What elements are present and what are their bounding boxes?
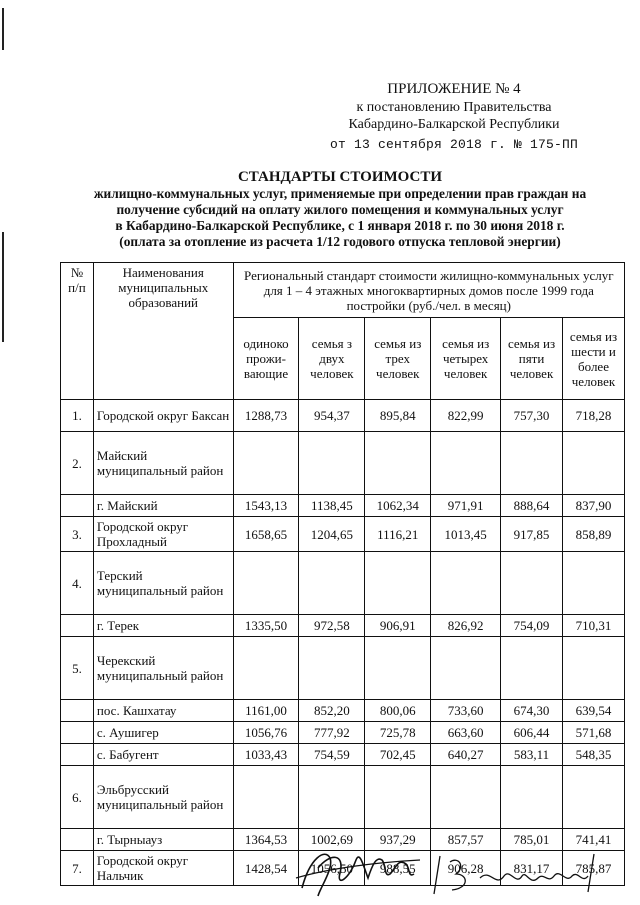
cost-value: 1002,69: [299, 829, 365, 851]
cost-value: 971,91: [431, 495, 501, 517]
cost-value: 1056,76: [233, 722, 299, 744]
row-number: [61, 700, 94, 722]
municipality-name: г. Майский: [93, 495, 233, 517]
table-row: [61, 400, 625, 432]
municipality-name: Городской округ Баксан: [93, 400, 233, 432]
cost-value: [431, 552, 501, 615]
cost-value: 1013,45: [431, 517, 501, 552]
cost-value: 831,17: [501, 851, 563, 886]
cost-value: 777,92: [299, 722, 365, 744]
cost-value: 857,57: [431, 829, 501, 851]
subtitle-line-2: получение субсидий на оплату жилого помещения и коммунальных услуг: [116, 202, 564, 217]
table-body: [61, 400, 625, 886]
cost-value: 639,54: [563, 700, 625, 722]
cost-value: 906,91: [365, 615, 431, 637]
subtitle-line-1: жилищно-коммунальных услуг, применяемые при определении прав граждан на: [93, 186, 587, 201]
cost-value: [563, 766, 625, 829]
municipality-name: Черекский муниципальный район: [93, 637, 233, 700]
cost-value: [365, 432, 431, 495]
cost-value: 674,30: [501, 700, 563, 722]
municipality-name: Городской округ Прохладный: [93, 517, 233, 552]
cost-value: [299, 637, 365, 700]
cost-value: 852,20: [299, 700, 365, 722]
table-row: [61, 615, 625, 637]
cost-value: 785,01: [501, 829, 563, 851]
cost-value: 1204,65: [299, 517, 365, 552]
cost-value: 1543,13: [233, 495, 299, 517]
cost-value: [299, 552, 365, 615]
cost-value: [501, 552, 563, 615]
page-edge-mark-top: [2, 8, 4, 50]
cost-value: [233, 766, 299, 829]
row-number: 7.: [61, 851, 94, 886]
cost-value: 640,27: [431, 744, 501, 766]
cost-value: [563, 552, 625, 615]
municipality-name: Терский муниципальный район: [93, 552, 233, 615]
handwritten-signature: [290, 838, 620, 903]
cost-value: 937,29: [365, 829, 431, 851]
column-header-family-5: семья из пяти человек: [501, 318, 563, 400]
cost-value: 906,28: [431, 851, 501, 886]
cost-value: [501, 766, 563, 829]
cost-value: 988,55: [365, 851, 431, 886]
document-title: СТАНДАРТЫ СТОИМОСТИ: [237, 169, 443, 185]
cost-value: [365, 766, 431, 829]
municipality-name: Майский муниципальный район: [93, 432, 233, 495]
cost-value: [563, 637, 625, 700]
municipality-name: г. Терек: [93, 615, 233, 637]
table-row: [61, 552, 625, 615]
column-header-family-3: семья из трех человек: [365, 318, 431, 400]
row-number: [61, 722, 94, 744]
row-number: [61, 829, 94, 851]
cost-value: 895,84: [365, 400, 431, 432]
column-header-family-2: семья з двух человек: [299, 318, 365, 400]
cost-value: 1138,45: [299, 495, 365, 517]
cost-value: 710,31: [563, 615, 625, 637]
cost-value: 826,92: [431, 615, 501, 637]
cost-value: 1658,65: [233, 517, 299, 552]
cost-value: [501, 637, 563, 700]
cost-value: 837,90: [563, 495, 625, 517]
cost-value: [431, 766, 501, 829]
cost-value: 1428,54: [233, 851, 299, 886]
cost-value: 785,87: [563, 851, 625, 886]
table-row: [61, 700, 625, 722]
header-line-1: к постановлению Правительства: [356, 100, 552, 115]
cost-value: [563, 432, 625, 495]
cost-value: 1288,73: [233, 400, 299, 432]
municipality-name: г. Тырныауз: [93, 829, 233, 851]
header-line-2: Кабардино-Балкарской Республики: [348, 117, 560, 132]
cost-value: [501, 432, 563, 495]
row-number: 3.: [61, 517, 94, 552]
appendix-title: ПРИЛОЖЕНИЕ № 4: [387, 81, 521, 97]
row-number: [61, 744, 94, 766]
municipality-name: Эльбрусский муниципальный район: [93, 766, 233, 829]
cost-value: 1116,21: [365, 517, 431, 552]
column-header-number: № п/п: [61, 263, 94, 400]
cost-value: 583,11: [501, 744, 563, 766]
cost-value: 548,35: [563, 744, 625, 766]
cost-value: 800,06: [365, 700, 431, 722]
cost-value: 1335,50: [233, 615, 299, 637]
cost-value: 606,44: [501, 722, 563, 744]
cost-value: [299, 766, 365, 829]
cost-value: 1062,34: [365, 495, 431, 517]
table-row: [61, 432, 625, 495]
cost-value: 754,09: [501, 615, 563, 637]
document-subtitle: [60, 186, 620, 250]
cost-value: [233, 552, 299, 615]
municipality-name: с. Аушигер: [93, 722, 233, 744]
page-edge-mark-middle: [2, 232, 4, 342]
cost-value: 1161,00: [233, 700, 299, 722]
cost-value: 1056,50: [299, 851, 365, 886]
cost-value: 718,28: [563, 400, 625, 432]
cost-value: [365, 637, 431, 700]
column-header-family-4: семья из четырех человек: [431, 318, 501, 400]
table-row: [61, 744, 625, 766]
column-header-municipality: Наименования муниципальных образований: [93, 263, 233, 400]
table-row: [61, 637, 625, 700]
cost-value: 571,68: [563, 722, 625, 744]
cost-standards-table: [60, 262, 625, 886]
cost-value: 663,60: [431, 722, 501, 744]
municipality-name: Городской округ Нальчик: [93, 851, 233, 886]
cost-value: 754,59: [299, 744, 365, 766]
document-header: [324, 80, 584, 152]
table-row: [61, 722, 625, 744]
cost-value: 733,60: [431, 700, 501, 722]
cost-value: [299, 432, 365, 495]
cost-value: 702,45: [365, 744, 431, 766]
cost-value: [431, 637, 501, 700]
cost-value: 888,64: [501, 495, 563, 517]
cost-value: 972,58: [299, 615, 365, 637]
row-number: [61, 615, 94, 637]
municipality-name: с. Бабугент: [93, 744, 233, 766]
cost-value: 741,41: [563, 829, 625, 851]
cost-value: 954,37: [299, 400, 365, 432]
column-header-family-6plus: семья из шести и более человек: [563, 318, 625, 400]
cost-value: [233, 637, 299, 700]
row-number: 6.: [61, 766, 94, 829]
cost-value: [431, 432, 501, 495]
column-group-header: Региональный стандарт стоимости жилищно-коммунальных услуг для 1 – 4 этажных многоквартирных домов после 1999 года постройки (руб./чел. в месяц): [233, 263, 624, 318]
row-number: 1.: [61, 400, 94, 432]
subtitle-line-4: (оплата за отопление из расчета 1/12 годового отпуска тепловой энергии): [119, 234, 561, 249]
cost-value: 917,85: [501, 517, 563, 552]
table-row: [61, 766, 625, 829]
cost-value: 757,30: [501, 400, 563, 432]
row-number: 2.: [61, 432, 94, 495]
cost-value: 725,78: [365, 722, 431, 744]
signature-name: [0, 0, 1, 1]
cost-value: 1364,53: [233, 829, 299, 851]
cost-value: [233, 432, 299, 495]
column-header-single: одиноко прожи-вающие: [233, 318, 299, 400]
table-row: [61, 495, 625, 517]
table-row: [61, 517, 625, 552]
row-number: [61, 495, 94, 517]
municipality-name: пос. Кашхатау: [93, 700, 233, 722]
cost-value: 1033,43: [233, 744, 299, 766]
row-number: 5.: [61, 637, 94, 700]
subtitle-line-3: в Кабардино-Балкарской Республике, с 1 января 2018 г. по 30 июня 2018 г.: [115, 218, 565, 233]
order-reference: от 13 сентября 2018 г. № 175-ПП: [329, 137, 579, 152]
cost-value: 822,99: [431, 400, 501, 432]
row-number: 4.: [61, 552, 94, 615]
cost-value: [365, 552, 431, 615]
cost-value: 858,89: [563, 517, 625, 552]
